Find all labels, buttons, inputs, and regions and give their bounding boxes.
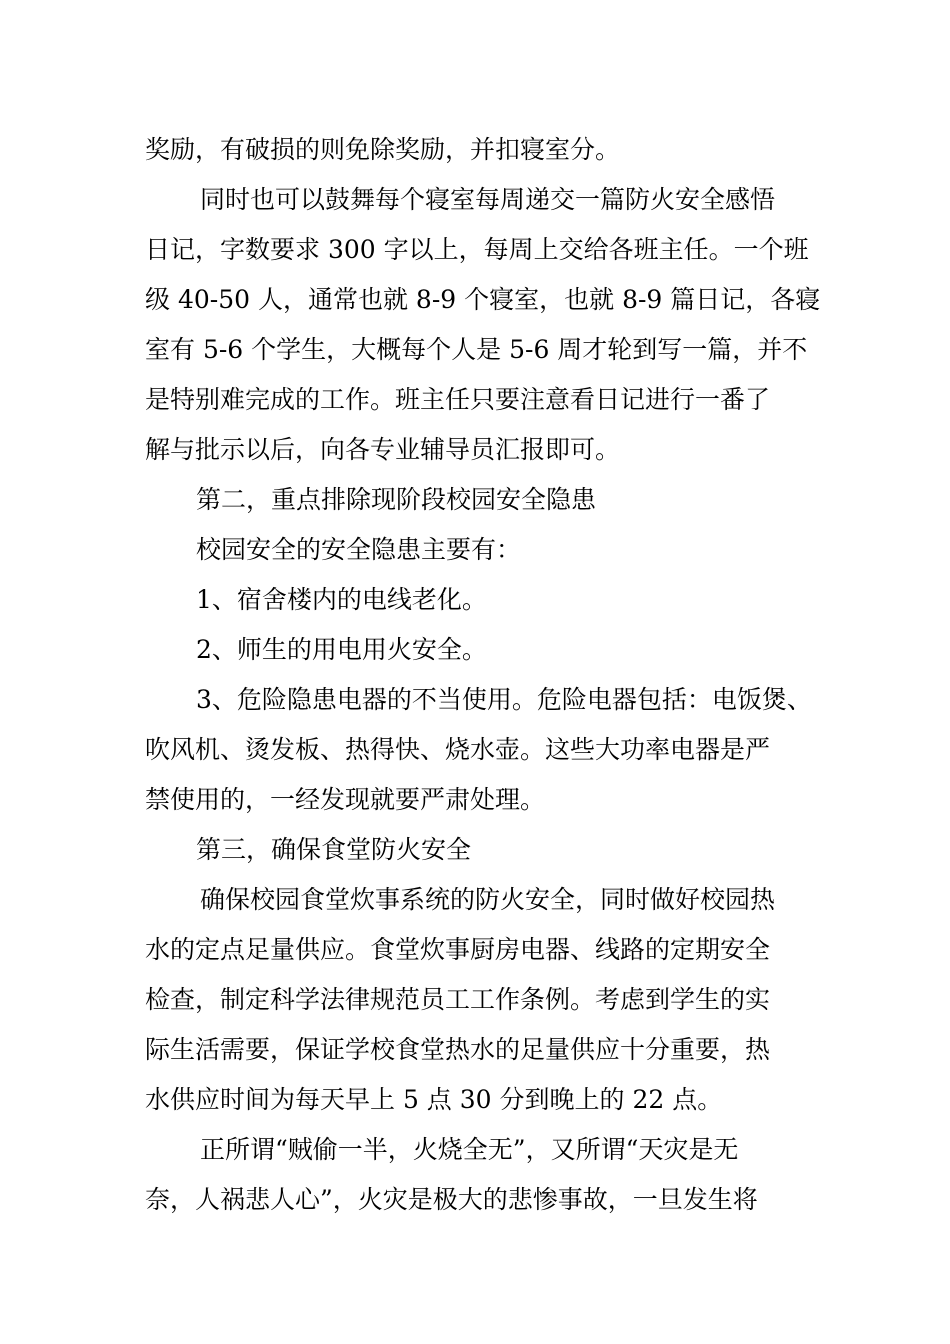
text-line: 奈，人祸悲人心”，火灾是极大的悲惨事故，一旦发生将 bbox=[145, 1185, 758, 1214]
paragraph-first-line: 同时也可以鼓舞每个寝室每周递交一篇防火安全感悟 bbox=[200, 185, 776, 214]
text-line: 室有 5-6 个学生，大概每个人是 5-6 周才轮到写一篇，并不 bbox=[145, 335, 808, 364]
text-line: 水供应时间为每天早上 5 点 30 分到晚上的 22 点。 bbox=[145, 1085, 723, 1114]
text-line: 际生活需要，保证学校食堂热水的足量供应十分重要，热 bbox=[145, 1035, 771, 1064]
text-line: 日记，字数要求 300 字以上，每周上交给各班主任。一个班 bbox=[145, 235, 809, 264]
text-line: 级 40-50 人，通常也就 8-9 个寝室，也就 8-9 篇日记，各寝 bbox=[145, 285, 821, 314]
text-line: 水的定点足量供应。食堂炊事厨房电器、线路的定期安全 bbox=[145, 935, 771, 964]
text-line: 禁使用的，一经发现就要严肃处理。 bbox=[145, 785, 546, 814]
list-item: 2、师生的用电用火安全。 bbox=[196, 635, 487, 664]
text-line: 吹风机、烫发板、热得快、烧水壶。这些大功率电器是严 bbox=[145, 735, 771, 764]
paragraph-first-line: 确保校园食堂炊事系统的防火安全，同时做好校园热 bbox=[200, 885, 776, 914]
list-item: 1、宿舍楼内的电线老化。 bbox=[196, 585, 487, 614]
paragraph-first-line: 校园安全的安全隐患主要有： bbox=[196, 535, 522, 564]
paragraph-first-line: 正所谓“贼偷一半，火烧全无”，又所谓“天灾是无 bbox=[200, 1135, 739, 1164]
text-line: 奖励，有破损的则免除奖励，并扣寝室分。 bbox=[145, 135, 621, 164]
section-heading-3: 第三，确保食堂防火安全 bbox=[196, 835, 472, 864]
text-line: 是特别难完成的工作。班主任只要注意看日记进行一番了 bbox=[145, 385, 771, 414]
text-line: 解与批示以后，向各专业辅导员汇报即可。 bbox=[145, 435, 621, 464]
text-line: 检查，制定科学法律规范员工工作条例。考虑到学生的实 bbox=[145, 985, 771, 1014]
section-heading-2: 第二，重点排除现阶段校园安全隐患 bbox=[196, 485, 597, 514]
list-item: 3、危险隐患电器的不当使用。危险电器包括：电饭煲、 bbox=[196, 685, 812, 714]
